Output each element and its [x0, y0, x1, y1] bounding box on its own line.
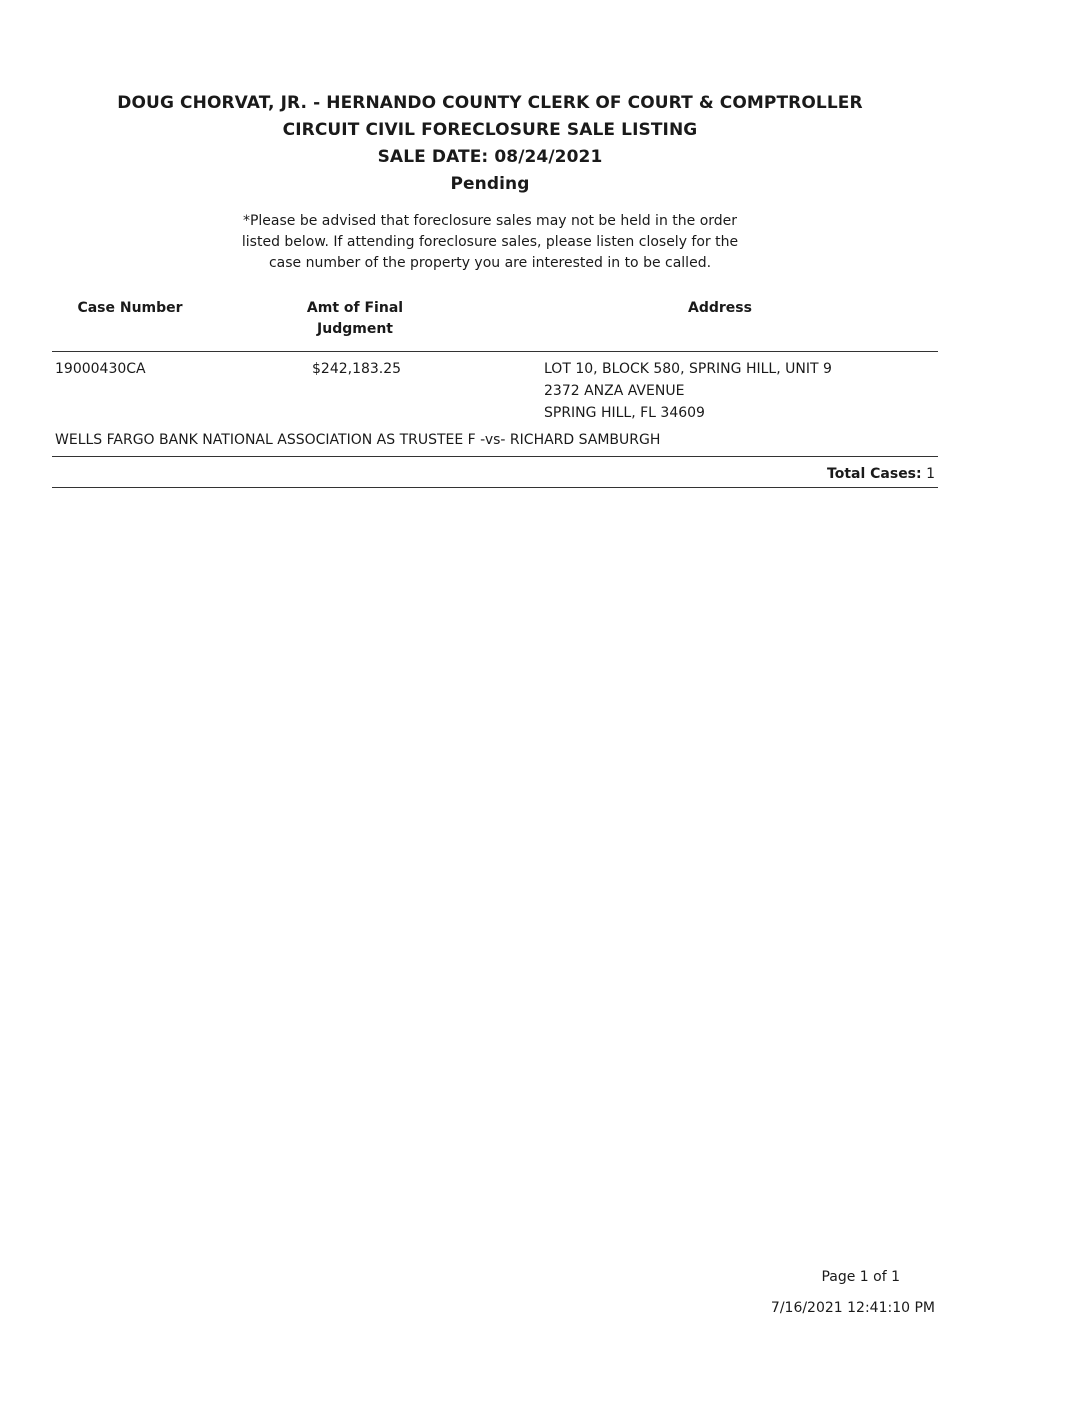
header-divider [52, 351, 938, 352]
address-cell [544, 358, 832, 424]
case-number-cell: 19000430CA [55, 361, 146, 377]
listing-title: CIRCUIT CIVIL FORECLOSURE SALE LISTING [282, 120, 698, 140]
column-header-address: Address [688, 300, 752, 316]
column-header-amount [285, 298, 425, 340]
column-header-case-number: Case Number [77, 300, 183, 316]
total-cases [827, 463, 935, 485]
column-header-amount-line1: Amt of Final [306, 300, 404, 316]
parties-cell: WELLS FARGO BANK NATIONAL ASSOCIATION AS TRUSTEE F -vs- RICHARD SAMBURGH [55, 432, 661, 448]
total-cases-value: 1 [926, 466, 935, 482]
notice-line: case number of the property you are interested in to be called. [268, 255, 712, 271]
address-line: 2372 ANZA AVENUE [544, 383, 685, 399]
address-line: LOT 10, BLOCK 580, SPRING HILL, UNIT 9 [544, 361, 832, 377]
sale-date: SALE DATE: 08/24/2021 [377, 147, 603, 167]
print-timestamp: 7/16/2021 12:41:10 PM [770, 1300, 935, 1316]
total-cases-label: Total Cases: [827, 466, 922, 482]
notice-line: *Please be advised that foreclosure sales may not be held in the order [242, 213, 738, 229]
document-title: DOUG CHORVAT, JR. - HERNANDO COUNTY CLERK OF COURT & COMPTROLLER [117, 93, 863, 113]
notice-line: listed below. If attending foreclosure sales, please listen closely for the [241, 234, 739, 250]
page-number: Page 1 of 1 [821, 1269, 900, 1285]
amount-cell: $242,183.25 [312, 361, 402, 377]
status-label: Pending [450, 174, 530, 194]
advisory-notice [0, 211, 980, 274]
address-line: SPRING HILL, FL 34609 [544, 405, 705, 421]
row-divider [52, 456, 938, 457]
column-header-amount-line2: Judgment [317, 321, 393, 337]
total-divider [52, 487, 938, 488]
